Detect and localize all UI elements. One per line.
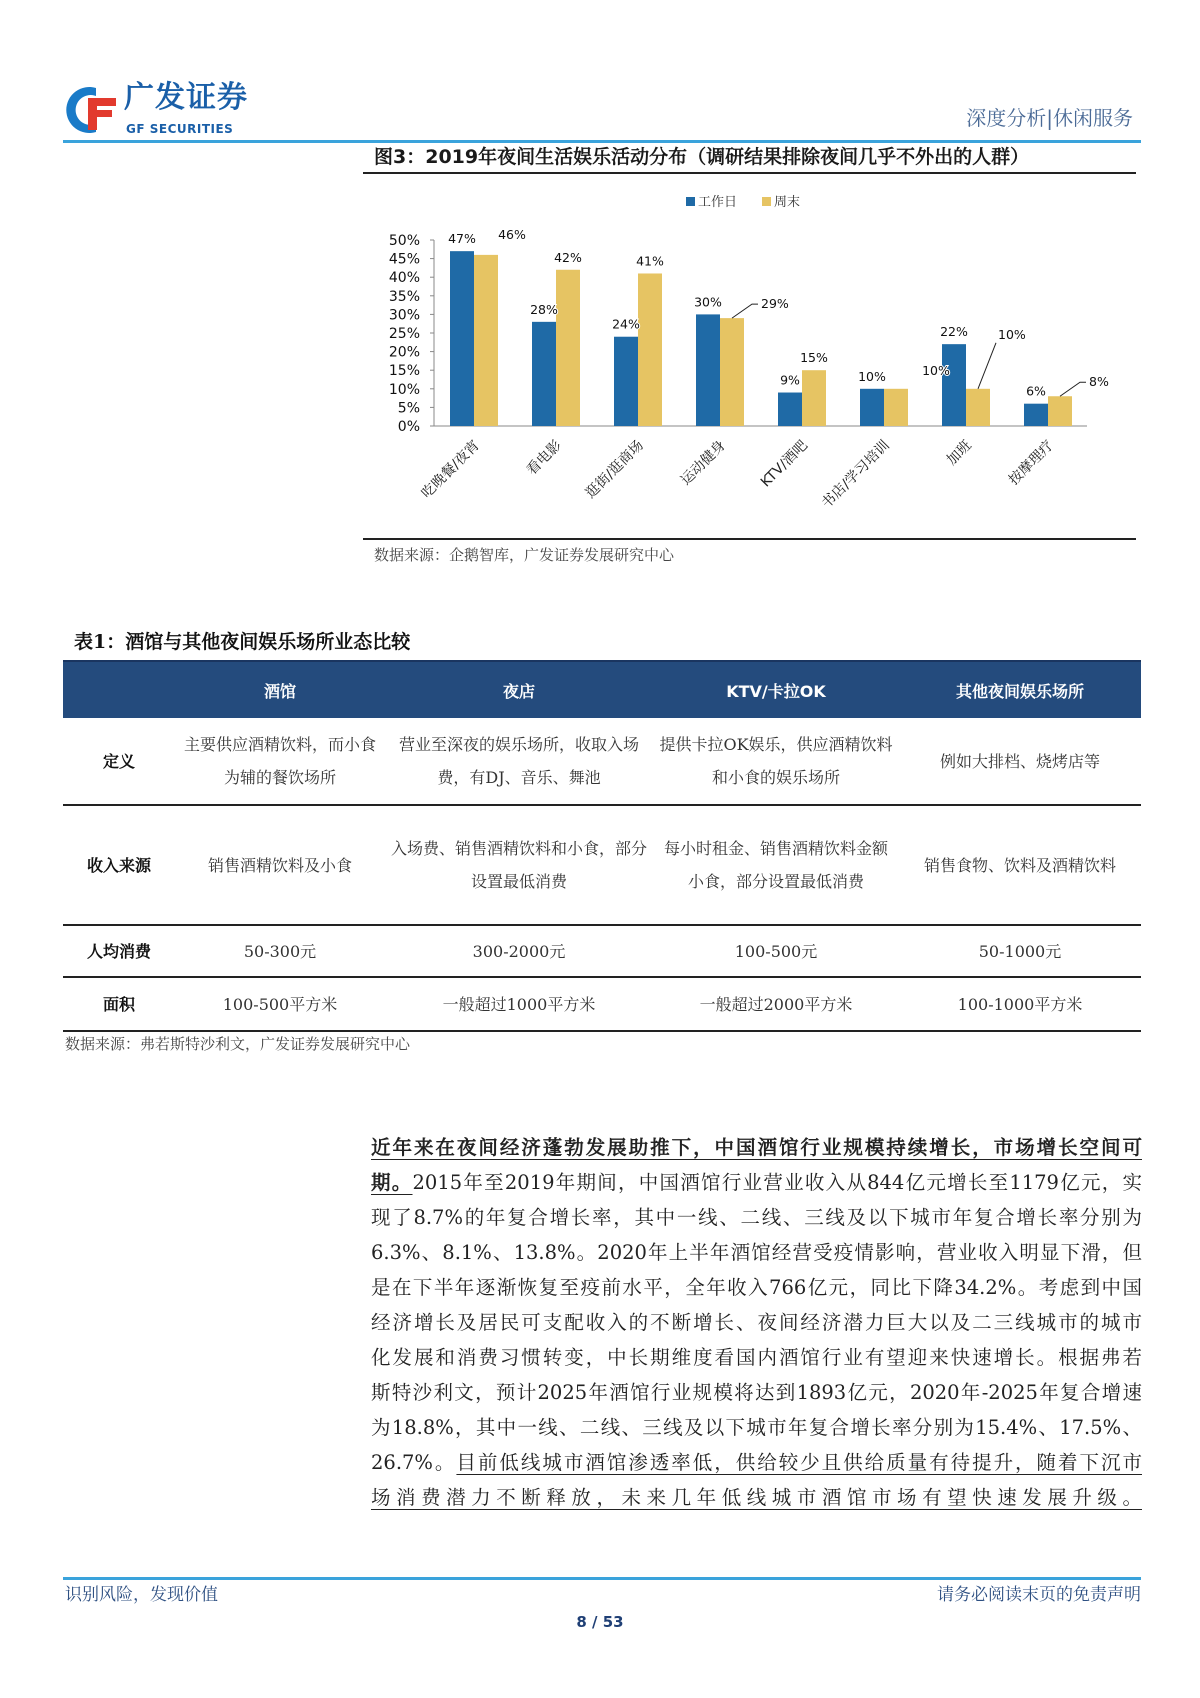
paragraph-line xyxy=(371,1270,1142,1305)
paragraph-line xyxy=(371,1340,1142,1375)
y-tick-label: 5% xyxy=(397,400,420,417)
table-cell: 300-2000元 xyxy=(385,925,653,977)
data-label-leader xyxy=(1060,382,1086,396)
paragraph-line xyxy=(371,1410,1142,1445)
bar-workday xyxy=(1024,404,1048,426)
paragraph-text: 现了8.7%的年复合增长率，其中一线、二线、三线及以下城市年复合增长率分别为 xyxy=(371,1206,1142,1229)
bar-weekend xyxy=(884,389,908,426)
column-header: 其他夜间娱乐场所 xyxy=(899,661,1141,718)
data-label: 24% xyxy=(612,316,640,332)
bar-workday xyxy=(778,393,802,426)
x-tick-label: KTV/酒吧 xyxy=(757,437,811,491)
paragraph-heading-text: 期。 xyxy=(371,1171,413,1194)
y-tick-label: 25% xyxy=(388,326,420,342)
y-tick-label: 45% xyxy=(388,251,420,268)
x-tick-label: 看电影 xyxy=(523,437,565,479)
bar-weekend xyxy=(474,255,498,426)
bar-workday xyxy=(860,389,884,426)
gf-logo-icon xyxy=(66,84,122,136)
table-cell: 营业至深夜的娱乐场所，收取入场费，有DJ、音乐、舞池 xyxy=(385,718,653,805)
table-cell: 50-1000元 xyxy=(899,925,1141,977)
legend-label: 工作日 xyxy=(698,195,738,210)
paragraph-line xyxy=(371,1200,1142,1235)
legend-label: 周末 xyxy=(774,195,801,210)
table-cell: 销售酒精饮料及小食 xyxy=(175,805,385,925)
y-tick-label: 35% xyxy=(388,288,420,305)
logo-text-en: GF SECURITIES xyxy=(126,122,234,136)
paragraph-text: 化发展和消费习惯转变，中长期维度看国内酒馆行业有望迎来快速增长。根据弗若 xyxy=(371,1346,1142,1369)
data-label-leader xyxy=(978,343,996,389)
paragraph-text: 目前低线城市酒馆渗透率低，供给较少且供给质量有待提升，随着下沉市 xyxy=(456,1451,1142,1474)
figure-title: 图3：2019年夜间生活娱乐活动分布（调研结果排除夜间几乎不外出的人群） xyxy=(374,146,1030,168)
row-label: 定义 xyxy=(63,718,175,805)
table-cell: 例如大排档、烧烤店等 xyxy=(899,718,1141,805)
paragraph-line xyxy=(371,1445,1142,1480)
gf-securities-logo xyxy=(66,80,266,140)
legend-swatch xyxy=(762,197,771,206)
table-row xyxy=(63,925,1141,977)
y-tick-label: 50% xyxy=(388,233,420,249)
data-label: 10% xyxy=(998,326,1026,342)
paragraph-line xyxy=(371,1480,1142,1515)
figure-top-rule xyxy=(363,172,1136,174)
bar-workday xyxy=(696,314,720,426)
data-label: 10% xyxy=(858,368,886,384)
data-label: 46% xyxy=(498,226,526,242)
page-number: 8 / 53 xyxy=(576,1613,624,1631)
y-tick-label: 0% xyxy=(397,419,420,435)
table-cell: 入场费、销售酒精饮料和小食，部分设置最低消费 xyxy=(385,805,653,925)
table-cell: 100-500元 xyxy=(653,925,899,977)
comparison-table xyxy=(63,660,1141,1032)
table-row xyxy=(63,718,1141,805)
data-label: 47% xyxy=(448,231,476,247)
footer-disclaimer-link[interactable]: 请务必阅读末页的免责声明 xyxy=(937,1585,1141,1605)
row-label: 收入来源 xyxy=(63,805,175,925)
bar-weekend xyxy=(1048,396,1072,426)
column-header xyxy=(63,661,175,718)
legend-swatch xyxy=(686,197,695,206)
data-label-leader xyxy=(732,304,758,318)
bar-weekend xyxy=(556,270,580,426)
y-tick-label: 20% xyxy=(388,344,420,361)
table-cell: 主要供应酒精饮料，而小食为辅的餐饮场所 xyxy=(175,718,385,805)
report-section: 深度分析|休闲服务 xyxy=(966,106,1133,130)
y-tick-label: 40% xyxy=(388,270,420,287)
figure-bottom-rule xyxy=(363,538,1136,540)
table-cell: 100-1000平方米 xyxy=(899,977,1141,1031)
paragraph-line xyxy=(371,1375,1142,1410)
paragraph-heading-text: 近年来在夜间经济蓬勃发展助推下，中国酒馆行业规模持续增长，市场增长空间可 xyxy=(371,1136,1142,1159)
header-divider xyxy=(63,140,1141,143)
paragraph-line xyxy=(371,1165,1142,1200)
x-tick-label: 运动健身 xyxy=(677,437,729,489)
paragraph-line xyxy=(371,1305,1142,1340)
data-label: 22% xyxy=(940,324,968,340)
table-cell: 50-300元 xyxy=(175,925,385,977)
data-label: 28% xyxy=(530,301,558,317)
paragraph-text: 2015年至2019年期间，中国酒馆行业营业收入从844亿元增长至1179亿元，实 xyxy=(412,1171,1142,1194)
data-label: 42% xyxy=(554,249,582,265)
footer-slogan: 识别风险，发现价值 xyxy=(65,1585,218,1605)
data-label: 41% xyxy=(636,253,664,269)
paragraph-text: 26.7%。 xyxy=(371,1451,457,1474)
table-cell: 100-500平方米 xyxy=(175,977,385,1031)
x-tick-label: 按摩理疗 xyxy=(1005,437,1057,489)
table-row xyxy=(63,977,1141,1031)
paragraph-line xyxy=(371,1130,1142,1165)
data-label: 8% xyxy=(1089,374,1109,390)
table-cell: 销售食物、饮料及酒精饮料 xyxy=(899,805,1141,925)
bar-weekend xyxy=(638,273,662,426)
x-tick-label: 书店/学习培训 xyxy=(818,437,893,512)
table-cell: 一般超过1000平方米 xyxy=(385,977,653,1031)
table-header-row xyxy=(63,661,1141,718)
table-cell: 一般超过2000平方米 xyxy=(653,977,899,1031)
row-label: 人均消费 xyxy=(63,925,175,977)
table-cell: 每小时租金、销售酒精饮料金额小食，部分设置最低消费 xyxy=(653,805,899,925)
table-cell: 提供卡拉OK娱乐，供应酒精饮料和小食的娱乐场所 xyxy=(653,718,899,805)
bar-workday xyxy=(614,337,638,426)
bar-workday xyxy=(942,344,966,426)
data-label: 29% xyxy=(761,296,789,312)
table-source: 数据来源：弗若斯特沙利文，广发证券发展研究中心 xyxy=(65,1035,411,1053)
row-label: 面积 xyxy=(63,977,175,1031)
bar-workday xyxy=(450,251,474,426)
paragraph-text: 斯特沙利文，预计2025年酒馆行业规模将达到1893亿元，2020年-2025年复合增速 xyxy=(371,1381,1142,1404)
paragraph-text: 为18.8%，其中一线、二线、三线及以下城市年复合增长率分别为15.4%、17.5%、 xyxy=(371,1416,1142,1439)
bar-weekend xyxy=(802,370,826,426)
paragraph-text: 场消费潜力不断释放，未来几年低线城市酒馆市场有望快速发展升级。 xyxy=(371,1486,1142,1509)
logo-text-cn: 广发证券 xyxy=(124,80,248,115)
footer-divider xyxy=(63,1577,1141,1580)
bar-workday xyxy=(532,322,556,426)
data-label: 10% xyxy=(922,362,950,378)
table-row xyxy=(63,805,1141,925)
data-label: 30% xyxy=(694,294,722,310)
column-header: 酒馆 xyxy=(175,661,385,718)
table-title: 表1：酒馆与其他夜间娱乐场所业态比较 xyxy=(74,631,411,653)
x-tick-label: 吃晚餐/夜宵 xyxy=(418,437,483,502)
data-label: 9% xyxy=(780,372,800,388)
bar-chart xyxy=(0,180,1200,536)
body-paragraph xyxy=(371,1130,1142,1515)
paragraph-text: 6.3%、8.1%、13.8%。2020年上半年酒馆经营受疫情影响，营业收入明显下滑，但 xyxy=(371,1241,1142,1264)
bar-weekend xyxy=(720,318,744,426)
column-header: 夜店 xyxy=(385,661,653,718)
paragraph-text: 是在下半年逐渐恢复至疫前水平，全年收入766亿元，同比下降34.2%。考虑到中国 xyxy=(371,1276,1142,1299)
bar-weekend xyxy=(966,389,990,426)
x-tick-label: 逛街/逛商场 xyxy=(582,437,647,502)
x-tick-label: 加班 xyxy=(943,437,975,469)
y-tick-label: 30% xyxy=(388,307,420,324)
y-tick-label: 15% xyxy=(388,363,420,380)
data-label: 15% xyxy=(800,350,828,366)
paragraph-text: 经济增长及居民可支配收入的不断增长、夜间经济潜力巨大以及二三线城市的城市 xyxy=(371,1311,1142,1334)
y-tick-label: 10% xyxy=(388,381,420,398)
figure-source: 数据来源：企鹅智库，广发证券发展研究中心 xyxy=(374,546,675,564)
paragraph-line xyxy=(371,1235,1142,1270)
column-header: KTV/卡拉OK xyxy=(653,661,899,718)
data-label: 6% xyxy=(1026,383,1046,399)
